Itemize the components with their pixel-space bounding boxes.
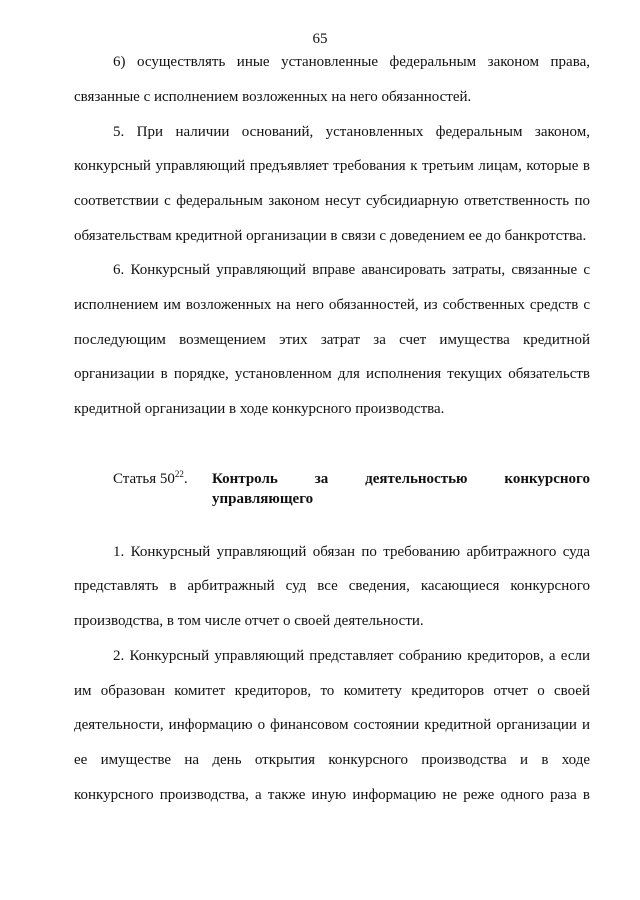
paragraph-line: кредитной организации в ходе конкурсного производства.: [74, 401, 445, 417]
article-label-suffix: .: [183, 471, 188, 487]
article-label-prefix: Статья 50: [113, 471, 175, 487]
paragraph-line: 2. Конкурсный управляющий представляет собранию кредиторов, а если: [113, 648, 590, 664]
paragraph-line: организации в порядке, установленном для исполнения текущих обязательств: [74, 366, 590, 382]
article-title: Контроль за деятельностью конкурсного: [212, 471, 590, 487]
paragraph-line: деятельности, информацию о финансовом состоянии кредитной организации и: [74, 717, 590, 733]
paragraph-line: 6. Конкурсный управляющий вправе авансировать затраты, связанные с: [113, 262, 590, 278]
paragraph-line: 1. Конкурсный управляющий обязан по требованию арбитражного суда: [113, 544, 590, 560]
paragraph-line: 5. При наличии оснований, установленных федеральным законом,: [113, 124, 590, 140]
paragraph-line: соответствии с федеральным законом несут субсидиарную ответственность по: [74, 193, 590, 209]
paragraph-line: последующим возмещением этих затрат за счет имущества кредитной: [74, 332, 590, 348]
paragraph-line: конкурсный управляющий предъявляет требования к третьим лицам, которые в: [74, 158, 590, 174]
page-number: 65: [312, 31, 328, 47]
article-label: [113, 469, 188, 490]
paragraph-line: связанные с исполнением возложенных на него обязанностей.: [74, 89, 472, 105]
article-title-continued: управляющего: [212, 491, 314, 507]
paragraph-line: представлять в арбитражный суд все сведения, касающиеся конкурсного: [74, 578, 590, 594]
paragraph-line: обязательствам кредитной организации в связи с доведением ее до банкротства.: [74, 228, 587, 244]
paragraph-line: производства, в том числе отчет о своей деятельности.: [74, 613, 424, 629]
paragraph-line: ее имуществе на день открытия конкурсного производства и в ходе: [74, 752, 590, 768]
paragraph-line: им образован комитет кредиторов, то комитету кредиторов отчет о своей: [74, 683, 590, 699]
paragraph-line: конкурсного производства, а также иную информацию не реже одного раза в: [74, 787, 590, 803]
paragraph-line: 6) осуществлять иные установленные федеральным законом права,: [113, 54, 590, 70]
article-label-superscript: 22: [174, 469, 184, 479]
paragraph-line: исполнением им возложенных на него обязанностей, из собственных средств с: [74, 297, 590, 313]
